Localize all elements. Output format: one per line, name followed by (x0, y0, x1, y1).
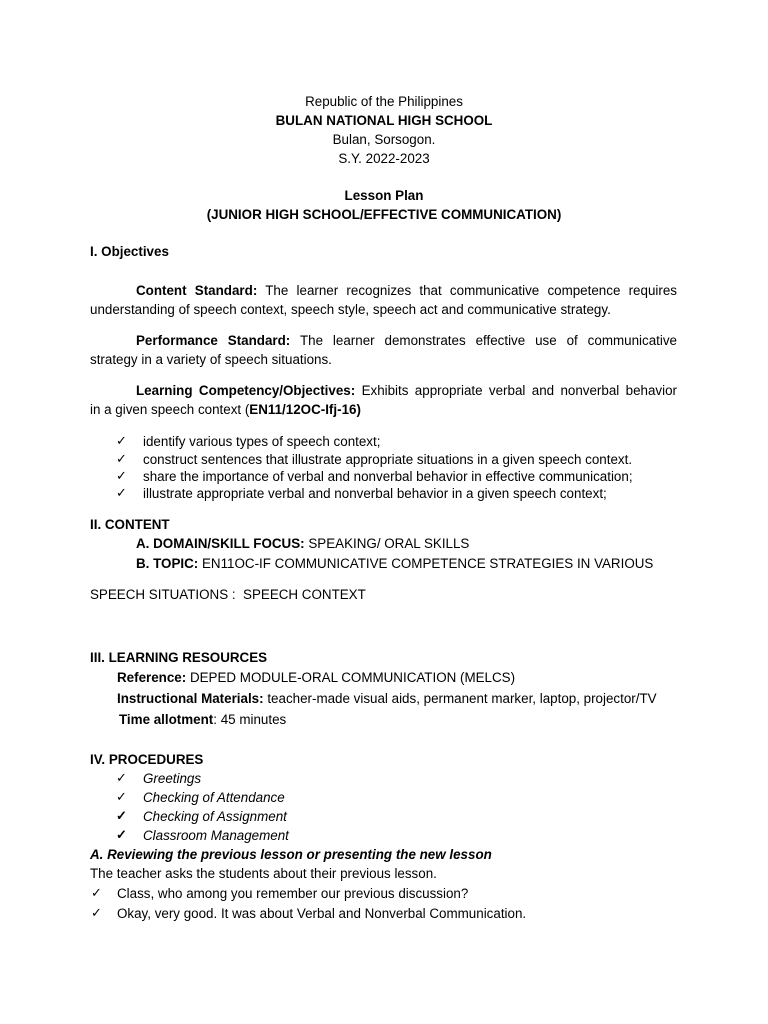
check-icon: ✓ (91, 905, 102, 920)
procedure-item: Checking of Attendance (143, 790, 285, 805)
objective-item: identify various types of speech context; (143, 434, 381, 449)
reference-line: Reference: DEPED MODULE-ORAL COMMUNICATION (MELCS) (117, 670, 516, 685)
objective-item: illustrate appropriate verbal and nonverbal behavior in a given speech context; (143, 486, 607, 501)
check-icon: ✓ (116, 468, 127, 483)
dialogue-line: Class, who among you remember our previous discussion? (117, 886, 469, 901)
content-standard-line1: Content Standard: The learner recognizes that communicative competence requires (136, 283, 677, 298)
school-name: BULAN NATIONAL HIGH SCHOOL (275, 113, 493, 128)
check-icon: ✓ (116, 485, 127, 500)
procedure-item: Greetings (143, 771, 202, 786)
topic-continuation: SPEECH SITUATIONS : SPEECH CONTEXT (90, 587, 366, 602)
check-icon: ✓ (116, 789, 127, 804)
competency-line2: in a given speech context (EN11/12OC-Ifj-16) (90, 402, 361, 417)
doc-subtitle: (JUNIOR HIGH SCHOOL/EFFECTIVE COMMUNICATION) (206, 207, 562, 222)
domain-skill-focus: A. DOMAIN/SKILL FOCUS: SPEAKING/ ORAL SKILLS (136, 536, 470, 551)
procedure-a-text: The teacher asks the students about their previous lesson. (90, 866, 437, 881)
content-standard-line2: understanding of speech context, speech style, speech act and communicative strategy. (90, 302, 611, 317)
performance-standard-line2: strategy in a variety of speech situations. (90, 352, 332, 367)
objective-item: share the importance of verbal and nonverbal behavior in effective communication; (143, 469, 633, 484)
doc-title: Lesson Plan (344, 188, 424, 203)
school-address: Bulan, Sorsogon. (332, 132, 436, 147)
resources-heading: III. LEARNING RESOURCES (90, 650, 268, 665)
procedures-heading: IV. PROCEDURES (90, 752, 204, 767)
procedure-item: Classroom Management (143, 828, 289, 843)
performance-standard-line1: Performance Standard: The learner demonstrates effective use of communicative (136, 333, 677, 348)
content-heading: II. CONTENT (90, 517, 170, 532)
time-allotment-line: Time allotment: 45 minutes (119, 712, 287, 727)
check-icon: ✓ (116, 433, 127, 448)
school-year: S.Y. 2022-2023 (338, 151, 430, 166)
check-icon: ✓ (116, 827, 127, 842)
competency-line1: Learning Competency/Objectives: Exhibits appropriate verbal and nonverbal behavior (136, 383, 677, 398)
objective-item: construct sentences that illustrate appropriate situations in a given speech context. (143, 452, 633, 467)
objectives-heading: I. Objectives (90, 244, 169, 259)
republic-line: Republic of the Philippines (305, 94, 463, 109)
topic-line: B. TOPIC: EN11OC-IF COMMUNICATIVE COMPETENCE STRATEGIES IN VARIOUS (136, 556, 654, 571)
check-icon: ✓ (116, 770, 127, 785)
procedure-subheading-a: A. Reviewing the previous lesson or presenting the new lesson (90, 847, 492, 862)
procedure-item: Checking of Assignment (143, 809, 287, 824)
check-icon: ✓ (116, 808, 127, 823)
check-icon: ✓ (91, 885, 102, 900)
materials-line: Instructional Materials: teacher-made visual aids, permanent marker, laptop, projector/TV (117, 691, 657, 706)
check-icon: ✓ (116, 451, 127, 466)
dialogue-line: Okay, very good. It was about Verbal and Nonverbal Communication. (117, 906, 527, 921)
